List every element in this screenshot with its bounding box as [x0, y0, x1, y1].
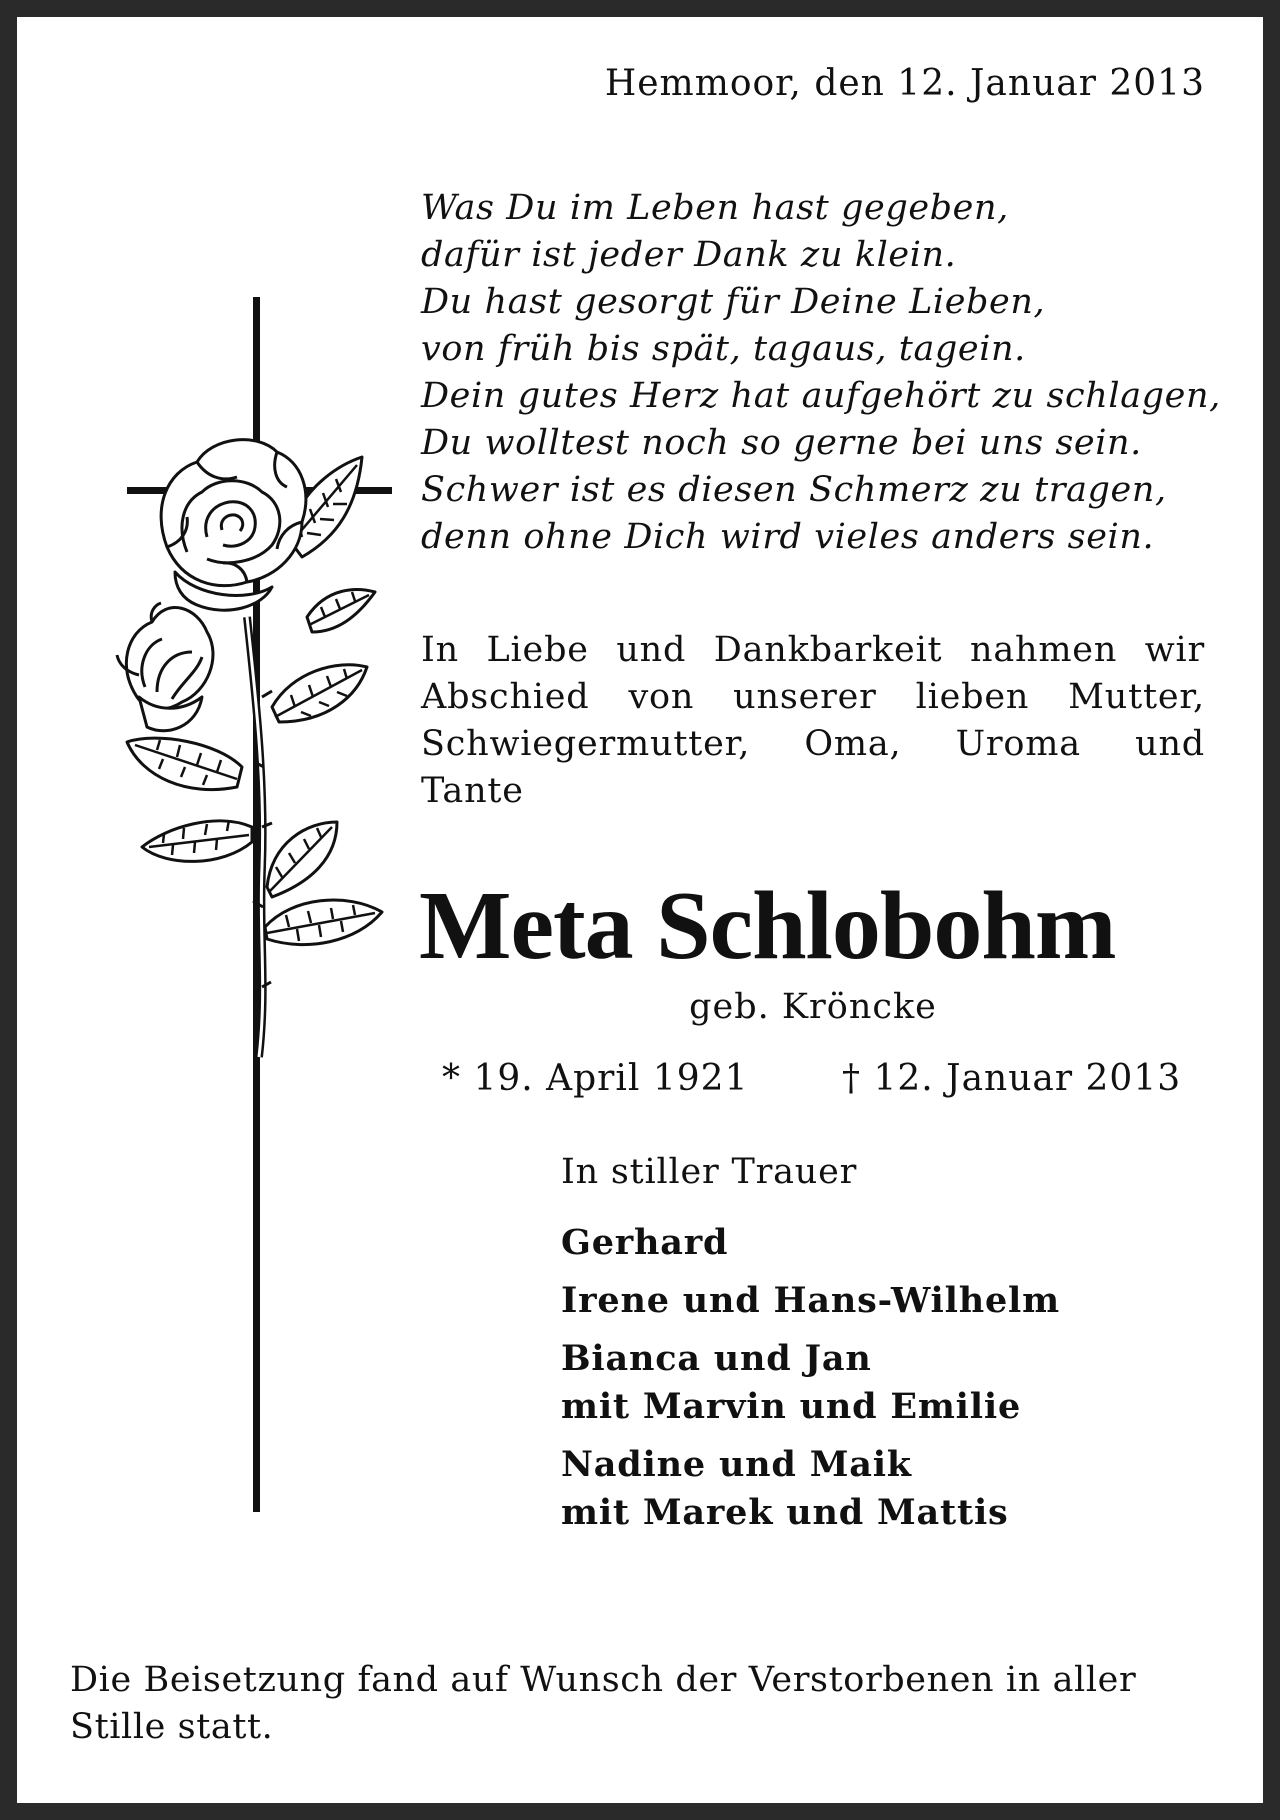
mourner-group — [561, 1335, 1060, 1431]
deceased-name: Meta Schlobohm — [419, 872, 1116, 980]
mourning-label: In stiller Trauer — [561, 1152, 858, 1192]
birth-date: * 19. April 1921 — [442, 1058, 749, 1099]
death-date: † 12. Januar 2013 — [842, 1058, 1182, 1099]
poem-line: Schwer ist es diesen Schmerz zu tragen, — [421, 470, 1167, 510]
poem-line: Dein gutes Herz hat aufgehört zu schlagen, — [421, 376, 1221, 416]
obituary-notice — [17, 17, 1263, 1803]
burial-note: Die Beisetzung fand auf Wunsch der Verstorbenen in aller Stille statt. — [70, 1660, 1137, 1747]
poem — [421, 185, 1221, 561]
mourner-line: Gerhard — [561, 1222, 729, 1263]
mourner-group — [561, 1219, 1060, 1267]
maiden-name: geb. Kröncke — [689, 987, 937, 1027]
mourner-line: mit Marek und Mattis — [561, 1492, 1009, 1533]
poem-line: denn ohne Dich wird vieles anders sein. — [421, 517, 1155, 557]
poem-line: Du wolltest noch so gerne bei uns sein. — [421, 423, 1142, 463]
cross-with-rose-icon — [57, 287, 407, 1537]
mourner-group — [561, 1277, 1060, 1325]
rose-icon — [117, 440, 382, 1057]
poem-line: von früh bis spät, tagaus, tagein. — [421, 329, 1026, 369]
poem-line: Was Du im Leben hast gegeben, — [421, 188, 1009, 228]
mourners-list — [561, 1219, 1060, 1547]
poem-line: dafür ist jeder Dank zu klein. — [421, 235, 957, 275]
mourner-line: Bianca und Jan — [561, 1338, 872, 1379]
mourner-line: Irene und Hans-Wilhelm — [561, 1280, 1060, 1321]
intro-text: In Liebe und Dankbarkeit nahmen wir Abschied von unserer lieben Mutter, Schwiegermutter, Oma, Uroma und Tante — [421, 630, 1205, 811]
mourner-line: mit Marvin und Emilie — [561, 1386, 1022, 1427]
place-date: Hemmoor, den 12. Januar 2013 — [604, 63, 1205, 104]
mourner-group — [561, 1441, 1060, 1537]
mourner-line: Nadine und Maik — [561, 1444, 912, 1485]
poem-line: Du hast gesorgt für Deine Lieben, — [421, 282, 1046, 322]
